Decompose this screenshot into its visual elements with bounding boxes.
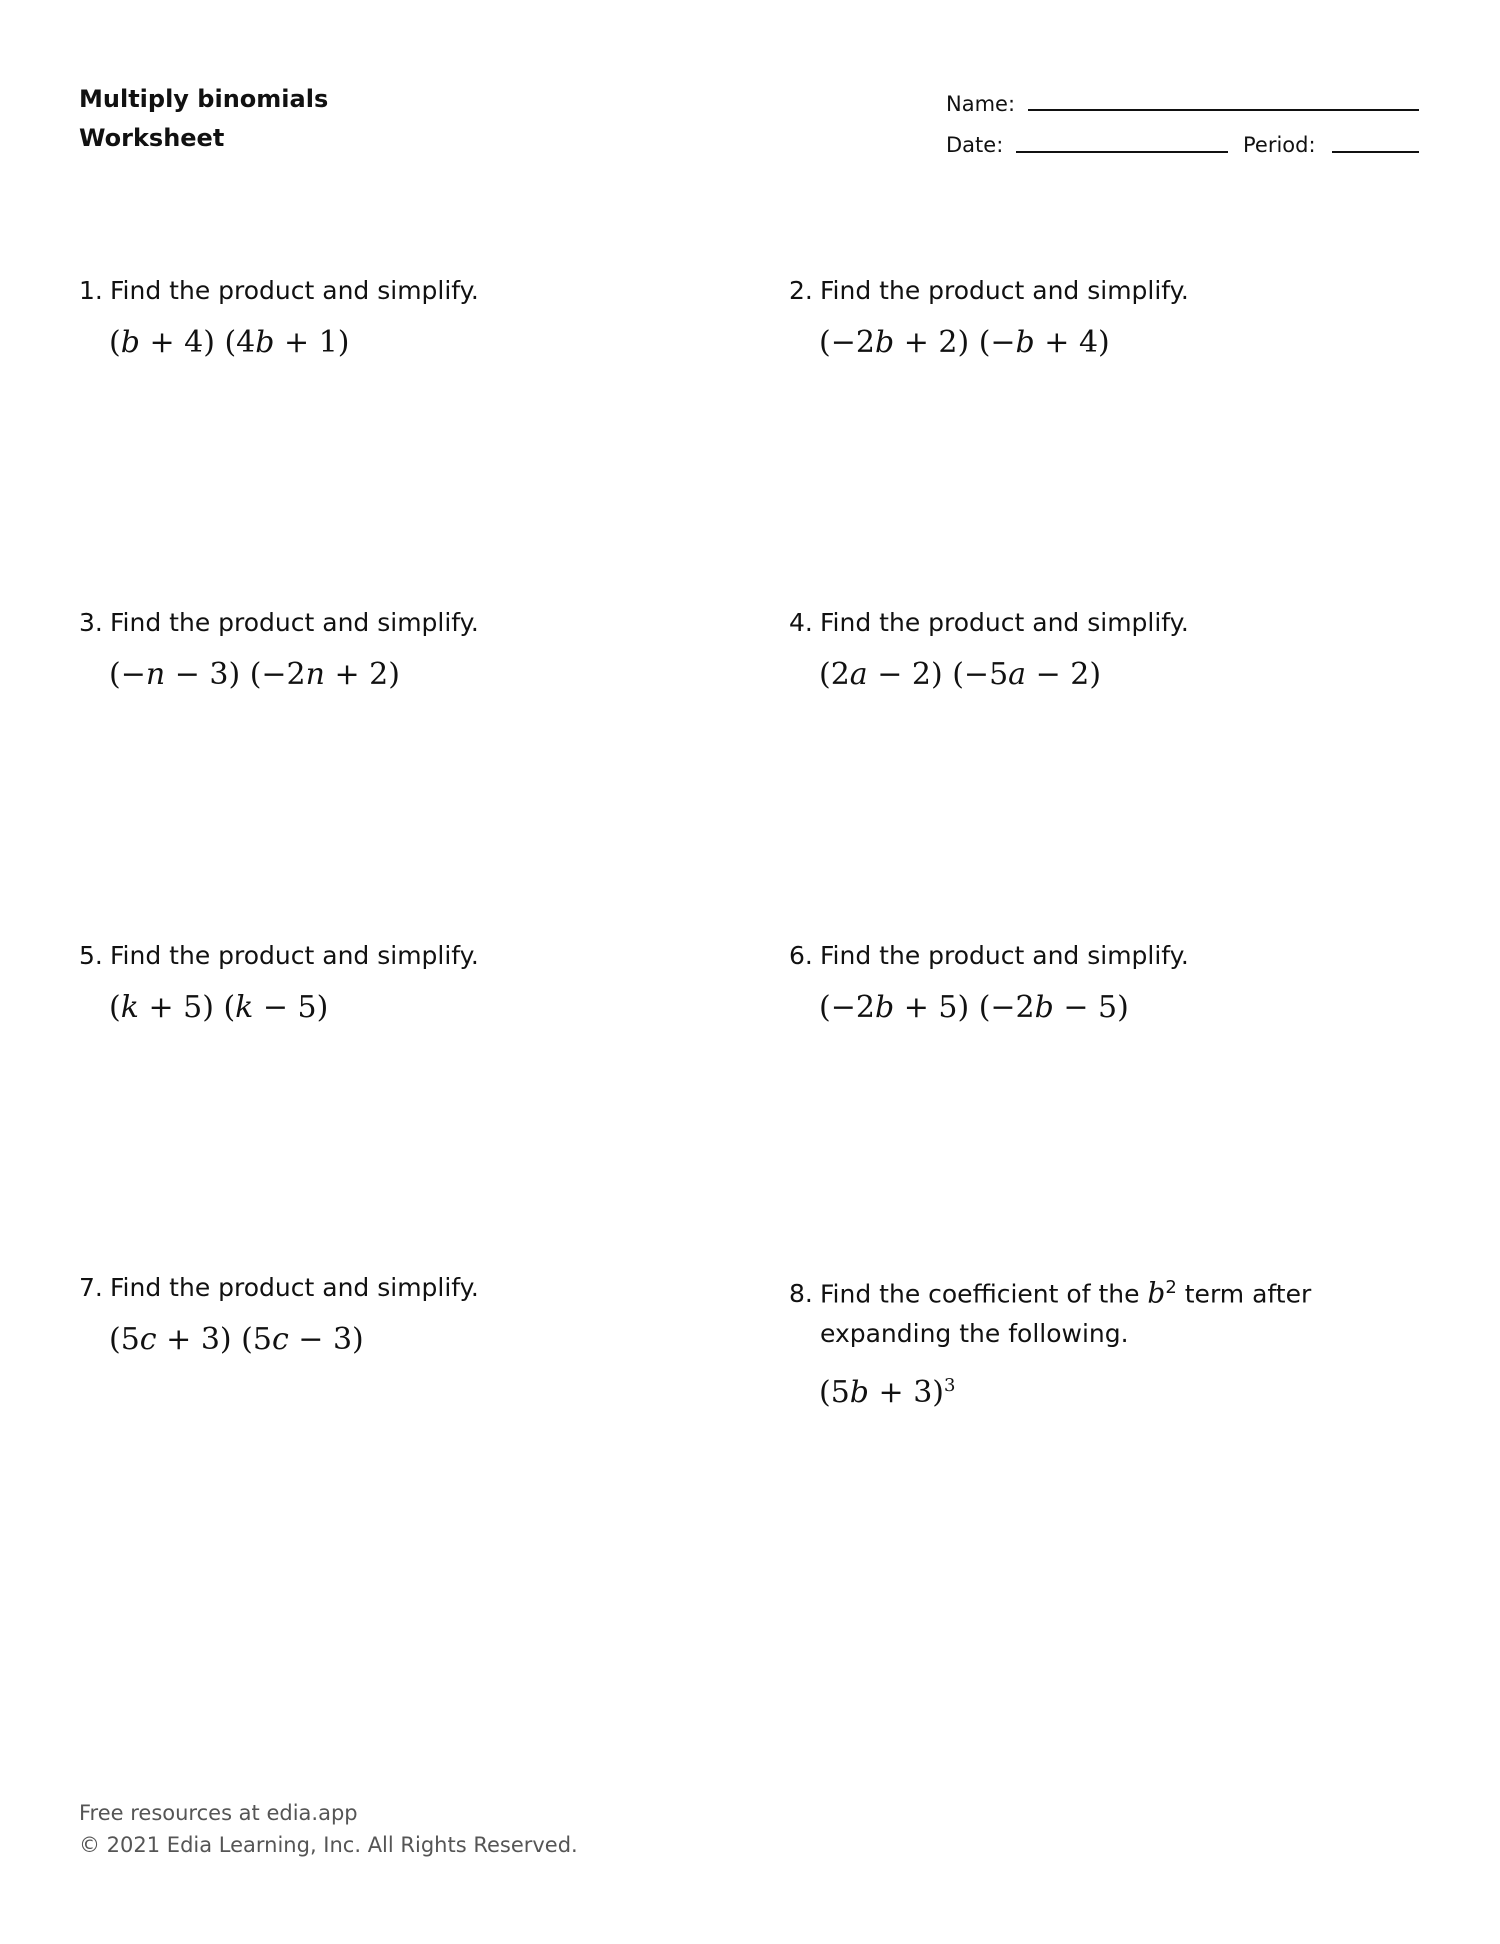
footer-resources: Free resources at edia.app xyxy=(79,1801,358,1825)
question-number: 5. xyxy=(79,941,103,970)
prompt-exponent: 2 xyxy=(1165,1277,1177,1298)
math-expression: (2a − 2) (−5a − 2) xyxy=(819,657,1102,692)
math-expression: (−2b + 2) (−b + 4) xyxy=(819,325,1110,360)
question-prompt: Find the product and simplify. xyxy=(110,1273,479,1302)
question-number: 1. xyxy=(79,276,103,305)
footer-copyright: © 2021 Edia Learning, Inc. All Rights Reserved. xyxy=(79,1833,578,1857)
prompt-variable: b xyxy=(1147,1276,1166,1310)
math-expression: (−n − 3) (−2n + 2) xyxy=(109,657,400,692)
question-number: 8. xyxy=(789,1279,813,1309)
question-6 xyxy=(789,936,1449,1028)
name-label: Name: xyxy=(946,92,1016,116)
question-2 xyxy=(789,271,1449,363)
math-expression: (b + 4) (4b + 1) xyxy=(109,325,350,360)
question-8 xyxy=(789,1268,1429,1413)
period-field[interactable] xyxy=(1332,151,1419,153)
title-line-2: Worksheet xyxy=(79,124,225,152)
math-expression: (−2b + 5) (−2b − 5) xyxy=(819,990,1129,1025)
question-number: 4. xyxy=(789,608,813,637)
question-prompt: Find the product and simplify. xyxy=(820,608,1189,637)
name-field[interactable] xyxy=(1028,109,1419,111)
question-prompt-before: Find the coefficient of the xyxy=(820,1279,1148,1309)
question-prompt: Find the product and simplify. xyxy=(110,941,479,970)
question-prompt-after: term after expanding the following. xyxy=(820,1279,1312,1349)
question-prompt: Find the product and simplify. xyxy=(820,276,1189,305)
expression-exponent: 3 xyxy=(944,1375,956,1397)
question-prompt: Find the product and simplify. xyxy=(110,276,479,305)
question-number: 6. xyxy=(789,941,813,970)
question-number: 3. xyxy=(79,608,103,637)
question-prompt: Find the product and simplify. xyxy=(110,608,479,637)
question-prompt: Find the product and simplify. xyxy=(820,941,1189,970)
question-1 xyxy=(79,271,739,363)
question-number: 7. xyxy=(79,1273,103,1302)
question-7 xyxy=(79,1268,739,1360)
title-line-1: Multiply binomials xyxy=(79,85,329,113)
question-3 xyxy=(79,603,739,695)
question-5 xyxy=(79,936,739,1028)
question-number: 2. xyxy=(789,276,813,305)
math-expression: (5c + 3) (5c − 3) xyxy=(109,1322,364,1357)
period-label: Period: xyxy=(1243,133,1316,157)
date-field[interactable] xyxy=(1016,151,1228,153)
question-4 xyxy=(789,603,1449,695)
math-expression: $(5b + 3)^3$ xyxy=(819,1375,956,1411)
math-expression: (k + 5) (k − 5) xyxy=(109,990,329,1025)
date-label: Date: xyxy=(946,133,1004,157)
